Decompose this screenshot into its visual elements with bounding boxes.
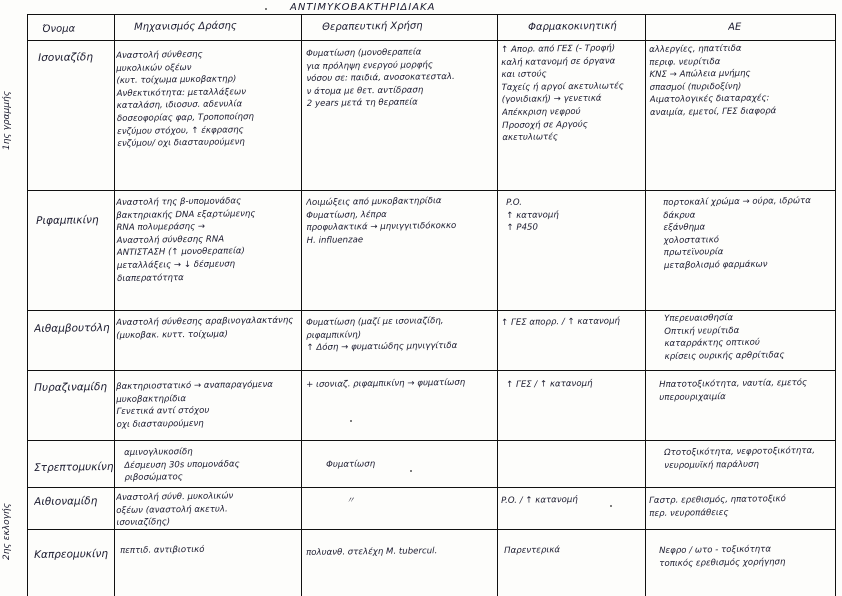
row-streptomycin-ae: Ωτοτοξικότητα, νεφροτοξικότητα, νευρομυϊκή παράλυση xyxy=(664,445,815,471)
row-rifampicin-use: Λοιμώξεις από μυκοβακτηρίδια Φυματίωση, λέπρα προφυλακτικά → μηνιγγιτιδόκοκκο Η. influenzae xyxy=(306,196,457,246)
row-isoniazid-use: Φυματίωση (μονοθεραπεία για πρόληψη ενεργού μορφής νόσου σε: παιδιά, ανοσοκατεσταλ. ν άτομα με θετ. αντίδραση 2 years μετά τη θεραπεία xyxy=(306,47,455,110)
side-label-second-choice: 2ης εκλογής xyxy=(2,503,12,560)
row-capreomycin-pk: Παρεντερικά xyxy=(504,545,561,556)
row-ethambutol-name: Αιθαμβουτόλη xyxy=(34,321,110,335)
column-divider xyxy=(835,15,836,596)
row-pyrazinamide-pk: ↑ ΓΕΣ / ↑ κατανομή xyxy=(506,378,593,390)
scan-speck xyxy=(350,420,352,422)
row-ethionamide-use: 〃 xyxy=(346,495,355,506)
row-divider xyxy=(28,190,836,191)
row-divider xyxy=(28,310,836,311)
row-isoniazid-mechanism: Αναστολή σύνθεσης μυκολικών οξέων (κυτ. τοίχωμα μυκοβακτηρ) Ανθεκτικότητα: μεταλλάξεων καταλάση, ιδιοσυσ. αδενυλία δοσεοφορίας φαρ, Τροποποίηση ενζύμου στόχου, ↑ έκφρασης ενζύμου/ οχι διασταυρούμενη xyxy=(116,49,254,150)
row-ethionamide-ae: Γαστρ. ερεθισμός, ηπατοτοξικό περ. νευροπάθειες xyxy=(649,494,786,519)
side-label-first-line: 1ης γραμμής xyxy=(2,91,12,150)
column-divider xyxy=(114,15,115,596)
row-rifampicin-mechanism: Αναστολή της β-υπομονάδας βακτηριακής DNA εξαρτώμενης RNA πολυμεράσης → Αναστολή σύνθεσης RNA ΑΝΤΙΣΤΑΣΗ (↑ μονοθεραπεία) μεταλλάξεις → ↓ δέσμευση διαπερατότητα xyxy=(116,196,256,284)
header-pharmacokinetics: Φαρμακοκινητική xyxy=(528,20,617,33)
row-ethambutol-pk: ↑ ΓΕΣ απορρ. / ↑ κατανομή xyxy=(501,316,621,328)
scan-speck xyxy=(610,505,612,507)
row-ethionamide-pk: P.O. / ↑ κατανομή xyxy=(501,494,578,506)
row-divider xyxy=(28,440,836,441)
header-therapeutic-use: Θεραπευτική Χρήση xyxy=(322,20,423,33)
row-divider xyxy=(28,487,836,488)
row-isoniazid-ae: αλλεργίες, ηπατίτιδα περιφ. νευρίτιδα ΚΝΣ → Απώλεια μνήμης σπασμοί (πυριδοξίνη) Αιματολογικές διαταραχές: αναιμία, εμετοί, ΓΕΣ διαφορά xyxy=(649,43,777,118)
row-ethambutol-mechanism: Αναστολή σύνθεσης αραβινογαλακτάνης (μυκοβακ. κυττ. τοίχωμα) xyxy=(116,315,294,341)
row-ethambutol-use: Φυματίωση (μαζί με ισονιαζίδη, ριφαμπικίνη) ↑ Δόση → φυματιώδης μηνιγγίτιδα xyxy=(306,316,458,354)
row-ethionamide-mechanism: Αναστολή σύνθ. μυκολικών οξέων (αναστολή ακετυλ. ισονιαζίδης) xyxy=(116,491,234,529)
header-name: Όνομα xyxy=(42,23,76,35)
scan-speck xyxy=(410,470,412,472)
drug-table xyxy=(27,14,836,596)
row-streptomycin-use: Φυματίωση xyxy=(326,459,376,470)
row-ethionamide-name: Αιθιοναμίδη xyxy=(34,495,98,508)
row-ethambutol-ae: Υπερευαισθησία Οπτική νευρίτιδα καταρράκτης οπτικού κρίσεις ουρικής αρθρίτιδας xyxy=(664,313,785,362)
row-isoniazid-name: Ισονιαζίδη xyxy=(38,51,94,64)
row-capreomycin-use: πολυανθ. στελέχη M. tubercul. xyxy=(306,546,438,558)
row-pyrazinamide-use: + ισονιαζ. ριφαμπικίνη → φυματίωση xyxy=(306,377,466,390)
row-pyrazinamide-name: Πυραζιναμίδη xyxy=(34,380,108,394)
scan-speck xyxy=(265,8,267,10)
column-divider xyxy=(301,15,302,596)
column-divider xyxy=(645,15,646,596)
row-capreomycin-name: Καπρεομυκίνη xyxy=(34,547,109,561)
page-title: ΑΝΤΙΜΥΚΟΒΑΚΤΗΡΙΔΙΑΚΑ xyxy=(290,2,436,13)
row-divider xyxy=(28,40,836,41)
row-streptomycin-name: Στρεπτομυκίνη xyxy=(34,460,114,474)
row-rifampicin-ae: πορτοκαλί χρώμα → ούρα, ιδρώτα δάκρυα εξάνθημα χολοστατικό πρωτεϊνουρία μεταβολισμό φαρμάκων xyxy=(663,195,811,271)
row-capreomycin-mechanism: πεπτιδ. αντιβιοτικό xyxy=(120,544,205,556)
row-pyrazinamide-mechanism: βακτηριοστατικό → αναπαραγόμενα μυκοβακτηρίδια Γενετικά αντί στόχου οχι διασταυρούμενη xyxy=(116,379,273,430)
header-adverse-effects: ΑΕ xyxy=(728,21,742,33)
row-rifampicin-pk: P.O. ↑ κατανομή ↑ P450 xyxy=(506,197,559,234)
row-streptomycin-mechanism: αμινογλυκοσίδη Δέσμευση 30s υπομονάδας ριβοσώματος xyxy=(124,447,240,484)
column-divider xyxy=(497,15,498,596)
row-isoniazid-pk: ↑ Απορ. από ΓΕΣ (- Τροφή) καλή κατανομή σε όργανα και ιστούς Ταχείς ή αργοί ακετυλιωτές (γονιδιακή) → γενετικά Απέκκριση νεφρού Προσοχή σε Αργούς ακετυλιωτές xyxy=(501,43,624,144)
row-streptomycin-pk xyxy=(506,457,644,459)
row-capreomycin-ae: Νεφρο / ωτο - τοξικότητα τοπικός ερεθισμός χορήγηση xyxy=(659,544,786,569)
row-pyrazinamide-ae: Ηπατοτοξικότητα, ναυτία, εμετός υπερουριχαιμία xyxy=(659,377,808,403)
row-rifampicin-name: Ριφαμπικίνη xyxy=(36,214,99,227)
header-mechanism: Μηχανισμός Δράσης xyxy=(134,20,237,33)
row-divider xyxy=(28,370,836,371)
